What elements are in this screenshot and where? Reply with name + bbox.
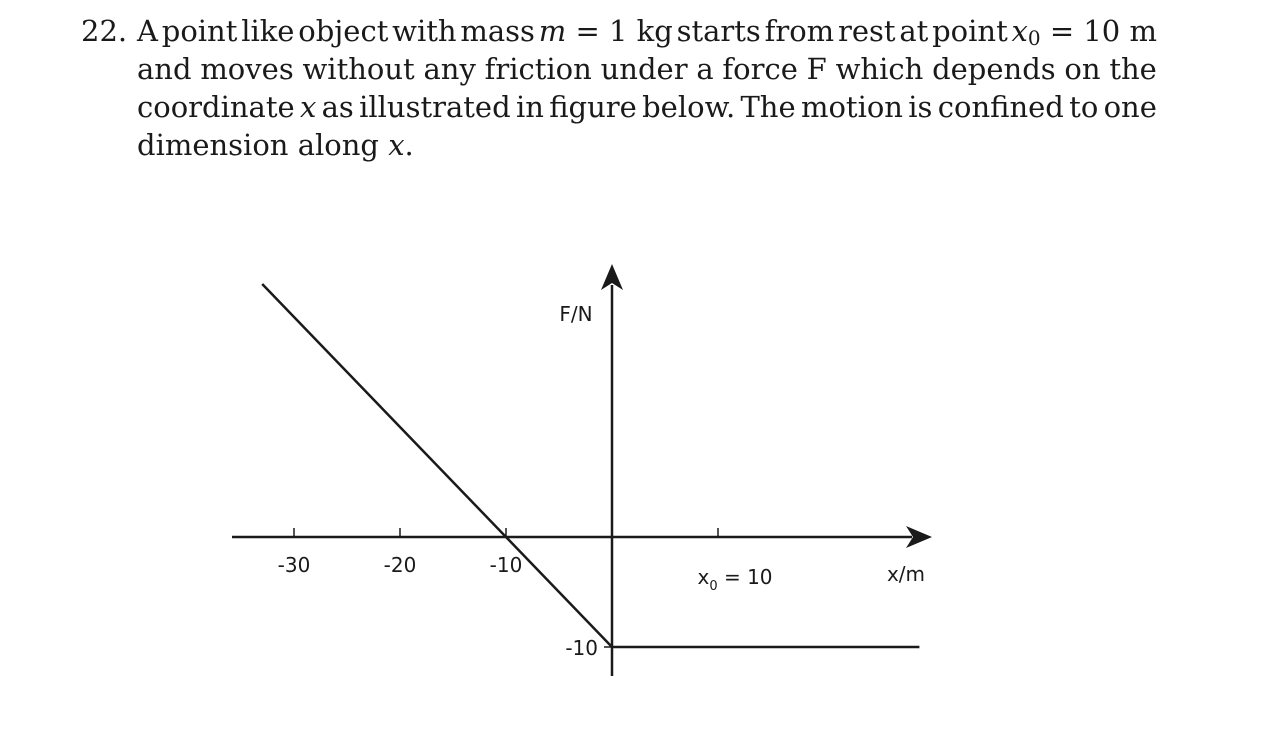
force-curve bbox=[262, 284, 919, 647]
word: like bbox=[241, 14, 295, 48]
word: on bbox=[1064, 52, 1101, 86]
x0-label-main: x bbox=[697, 565, 710, 589]
x-tick-label: -30 bbox=[277, 553, 311, 577]
word: friction bbox=[484, 52, 592, 86]
word: confined bbox=[937, 90, 1064, 124]
word: without bbox=[302, 52, 415, 86]
math-variable: x bbox=[1011, 14, 1028, 48]
word: F bbox=[806, 52, 827, 86]
word: illustrated bbox=[359, 90, 511, 124]
word: any bbox=[423, 52, 476, 86]
word: moves bbox=[200, 52, 294, 86]
word: at bbox=[899, 14, 929, 48]
word: one bbox=[1103, 90, 1157, 124]
problem-number: 22. bbox=[81, 14, 128, 48]
word: which bbox=[835, 52, 924, 86]
word: rest bbox=[837, 14, 896, 48]
word: with bbox=[392, 14, 457, 48]
problem-line-4: dimension along x. bbox=[137, 128, 414, 162]
word: a bbox=[696, 52, 714, 86]
y-tick-label: -10 bbox=[565, 636, 598, 660]
series bbox=[262, 284, 919, 647]
x-axis-label: x/m bbox=[886, 562, 926, 586]
x-tick-label: -20 bbox=[383, 553, 417, 577]
x0-label-sub: 0 bbox=[709, 579, 718, 594]
mass-expression: m = 1 kg bbox=[538, 14, 673, 48]
word: to bbox=[1069, 90, 1099, 124]
word: under bbox=[600, 52, 688, 86]
math-subscript: 0 bbox=[1027, 26, 1041, 50]
word: as bbox=[321, 90, 354, 124]
word: motion bbox=[800, 90, 903, 124]
word: point bbox=[932, 14, 1008, 48]
word: coordinate bbox=[137, 90, 295, 124]
x-tick-label: -10 bbox=[489, 553, 523, 577]
x0-label-rest: = 10 bbox=[717, 565, 773, 589]
word: object bbox=[298, 14, 389, 48]
word: depends bbox=[932, 52, 1056, 86]
word: figure bbox=[549, 90, 637, 124]
x0-label bbox=[697, 565, 772, 594]
word: the bbox=[1109, 52, 1157, 86]
word: from bbox=[764, 14, 835, 48]
y-axis-label: F/N bbox=[559, 302, 593, 326]
word: starts bbox=[676, 14, 761, 48]
word: in bbox=[515, 90, 544, 124]
word: is bbox=[908, 90, 933, 124]
word: point bbox=[161, 14, 238, 48]
word: The bbox=[740, 90, 796, 124]
word: and bbox=[137, 52, 192, 86]
labels bbox=[559, 302, 925, 594]
ticks bbox=[278, 528, 718, 660]
word: below. bbox=[642, 90, 736, 124]
word: A bbox=[137, 14, 158, 48]
x0-expression: $x_0 = 10$ m bbox=[1011, 14, 1157, 50]
math-variable: x bbox=[299, 90, 317, 124]
math-variable: x bbox=[388, 128, 405, 162]
word: mass bbox=[460, 14, 535, 48]
math-variable: m bbox=[538, 14, 567, 48]
word: force bbox=[722, 52, 798, 86]
